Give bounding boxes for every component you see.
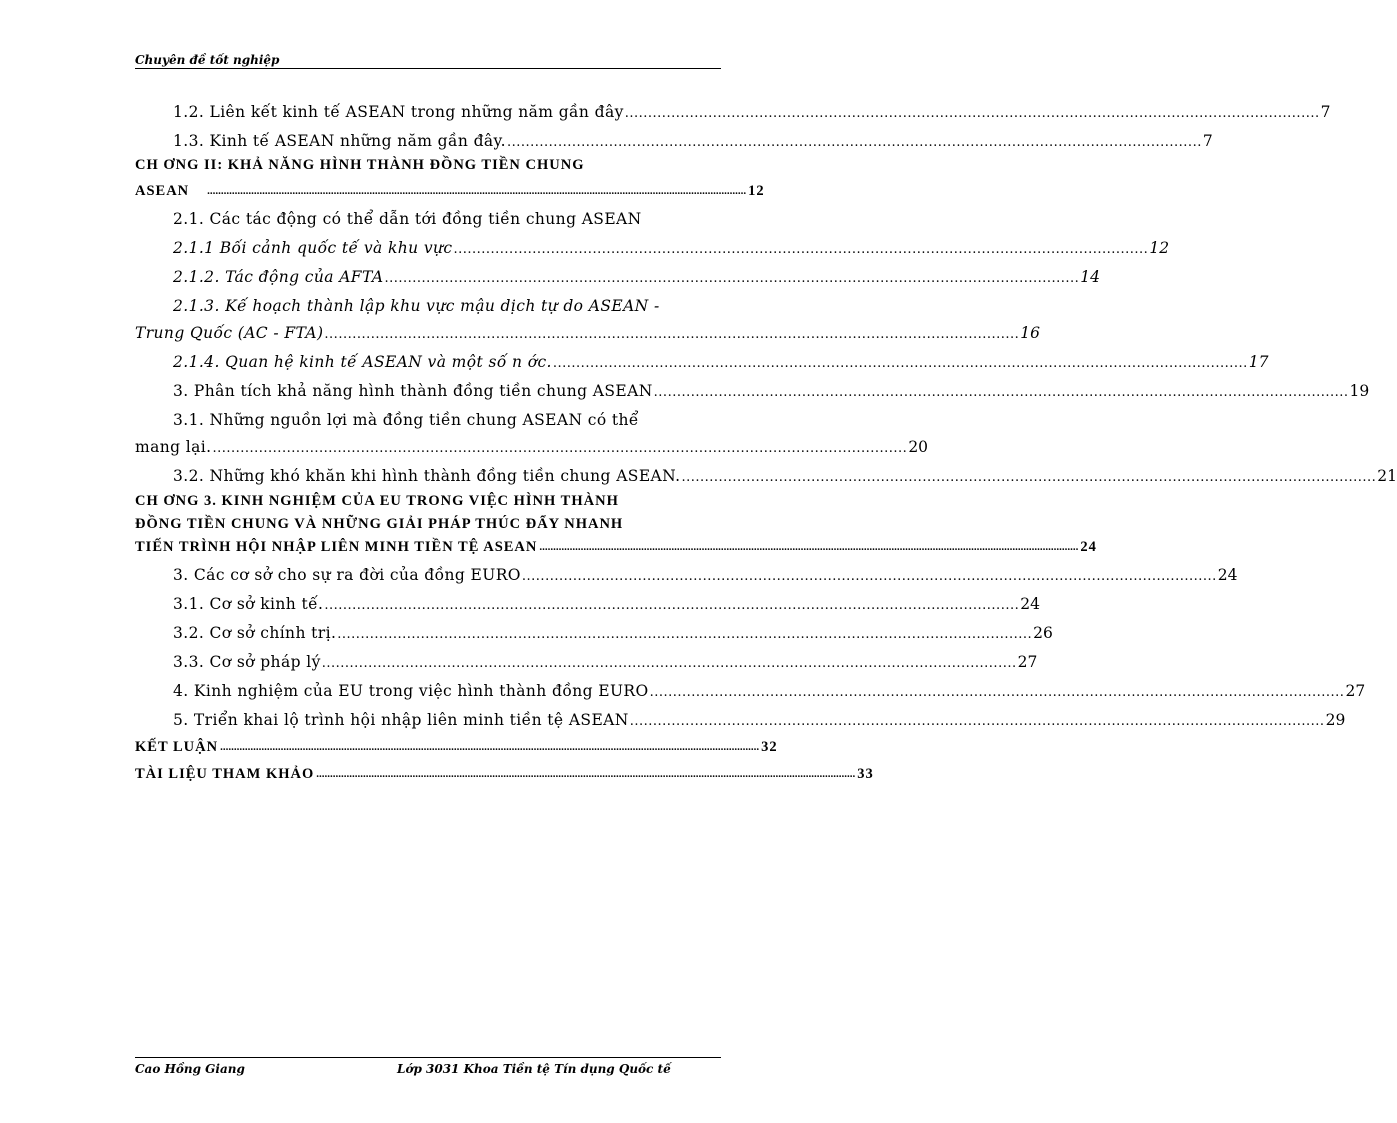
leader-dots: ...................................................................................................................................................... <box>653 385 1349 400</box>
toc-entry-continuation[interactable] <box>135 429 929 456</box>
leader-dots: ...................................................................................................................................................... <box>324 327 1020 342</box>
leader-dots: ...................................................................................................................................................... <box>321 656 1017 671</box>
toc-entry[interactable] <box>135 92 1331 121</box>
leader-dots: ...................................................................................................................................................... <box>681 470 1377 485</box>
toc-entry-text: 3.1. Những nguồn lợi mà đồng tiền chung ASEAN có thể <box>173 411 639 429</box>
toc-entry[interactable] <box>135 700 1346 729</box>
toc-entry-page: 19 <box>1349 382 1370 400</box>
toc-entry[interactable] <box>135 200 722 228</box>
leader-dots: ...................................................................................................................................................... <box>324 598 1020 613</box>
toc-entry-page: 24 <box>1080 539 1097 555</box>
toc-references[interactable] <box>135 766 874 783</box>
toc-entry-text: 2.1.2. Tác động của AFTA <box>173 268 384 286</box>
toc-chapter-2[interactable] <box>135 157 765 200</box>
leader-dots: ...................................................................................................................................................... <box>552 356 1248 371</box>
leader-dots: ...................................................................................................................................................... <box>453 242 1149 257</box>
leader-dots: .................................................................................................................................................................................................... <box>316 768 856 780</box>
leader-dots: .................................................................................................................................................................................................... <box>207 185 747 197</box>
toc-entry-text: 3.2. Những khó khăn khi hình thành đồng tiền chung ASEAN. <box>173 467 681 485</box>
toc-entry[interactable] <box>135 456 1397 485</box>
toc-entry-page: 24 <box>1217 566 1238 584</box>
toc-entry-page: 17 <box>1248 353 1269 371</box>
toc-conclusion[interactable] <box>135 739 778 756</box>
toc-entry-text: TÀI LIỆU THAM KHẢO <box>135 766 315 782</box>
header-title: Chuyên đề tốt nghiệp <box>135 53 280 67</box>
toc-entry[interactable] <box>135 642 1038 671</box>
toc-entry[interactable] <box>135 371 1370 400</box>
page-header <box>135 50 721 69</box>
toc-entry[interactable] <box>135 228 1170 257</box>
toc-entry-page: 16 <box>1020 324 1041 342</box>
page-footer <box>135 1057 721 1078</box>
toc-chapter-3[interactable] <box>135 493 1097 556</box>
toc-entry[interactable] <box>135 257 1101 286</box>
toc-entry-page: 21 <box>1377 467 1397 485</box>
toc-entry[interactable] <box>135 671 1366 700</box>
footer-class-info: Lớp 3031 Khoa Tiền tệ Tín dụng Quốc tế <box>397 1062 671 1076</box>
leader-dots: ...................................................................................................................................................... <box>212 441 908 456</box>
leader-dots: ...................................................................................................................................................... <box>384 271 1080 286</box>
toc-entry-continuation[interactable] <box>135 315 1041 342</box>
toc-entry[interactable] <box>135 613 1053 642</box>
chapter-title-line: TIẾN TRÌNH HỘI NHẬP LIÊN MINH TIỀN TỆ ASEAN <box>135 539 538 555</box>
toc-entry-page: 26 <box>1033 624 1053 642</box>
toc-entry-page: 12 <box>748 183 765 199</box>
toc-entry-text: 3.1. Cơ sở kinh tế. <box>173 595 324 613</box>
toc-entry-text: 3.2. Cơ sở chính trị. <box>173 624 337 642</box>
toc-entry-page: 12 <box>1149 239 1170 257</box>
toc-entry[interactable] <box>135 342 1269 371</box>
toc-entry-page: 20 <box>908 438 929 456</box>
leader-dots: ...................................................................................................................................................... <box>337 627 1033 642</box>
toc-entry-text: 1.3. Kinh tế ASEAN những năm gần đây. <box>173 132 506 150</box>
toc-entry-text: 1.2. Liên kết kinh tế ASEAN trong những năm gần đây <box>173 103 624 121</box>
toc-entry-page: 7 <box>1320 103 1331 121</box>
toc-entry-page: 33 <box>857 766 874 782</box>
toc-entry[interactable] <box>135 286 722 315</box>
leader-dots: ...................................................................................................................................................... <box>506 135 1202 150</box>
toc-entry-text: 2.1. Các tác động có thể dẫn tới đồng tiền chung ASEAN <box>173 210 642 228</box>
toc-entry-text: 3. Các cơ sở cho sự ra đời của đồng EURO <box>173 566 521 584</box>
leader-dots: .................................................................................................................................................................................................... <box>220 741 760 753</box>
toc-entry-page: 27 <box>1345 682 1366 700</box>
toc-entry-text: 2.1.1 Bối cảnh quốc tế và khu vực <box>173 239 453 257</box>
table-of-contents <box>135 92 1397 783</box>
toc-entry-text: 5. Triển khai lộ trình hội nhập liên minh tiền tệ ASEAN <box>173 711 629 729</box>
chapter-title-line: CH ƠNG II: KHẢ NĂNG HÌNH THÀNH ĐỒNG TIỀN CHUNG <box>135 157 585 173</box>
chapter-title-line: ASEAN <box>135 183 190 199</box>
toc-entry-text: 3.3. Cơ sở pháp lý <box>173 653 321 671</box>
toc-entry-text: 2.1.4. Quan hệ kinh tế ASEAN và một số n ớc. <box>173 353 552 371</box>
leader-dots: ...................................................................................................................................................... <box>521 569 1217 584</box>
toc-entry-text: mang lại. <box>135 438 212 456</box>
toc-entry-text: Trung Quốc (AC - FTA) <box>135 324 324 342</box>
toc-entry[interactable] <box>135 121 1213 150</box>
toc-entry-page: 32 <box>761 739 778 755</box>
toc-entry-page: 7 <box>1202 132 1213 150</box>
toc-entry-text: 4. Kinh nghiệm của EU trong việc hình thành đồng EURO <box>173 682 649 700</box>
toc-entry-text: 2.1.3. Kế hoạch thành lập khu vực mậu dịch tự do ASEAN - <box>173 297 660 315</box>
toc-entry-page: 27 <box>1017 653 1038 671</box>
toc-entry[interactable] <box>135 556 1238 584</box>
leader-dots: .................................................................................................................................................................................................... <box>539 541 1079 553</box>
toc-entry-text: 3. Phân tích khả năng hình thành đồng tiền chung ASEAN <box>173 382 653 400</box>
chapter-title-line: ĐỒNG TIỀN CHUNG VÀ NHỮNG GIẢI PHÁP THÚC ĐẨY NHANH <box>135 516 624 532</box>
toc-entry-page: 29 <box>1325 711 1346 729</box>
footer-author: Cao Hồng Giang <box>135 1062 245 1076</box>
leader-dots: ...................................................................................................................................................... <box>649 685 1345 700</box>
toc-entry-page: 14 <box>1080 268 1101 286</box>
toc-entry[interactable] <box>135 584 1040 613</box>
chapter-title-line: CH ƠNG 3. KINH NGHIỆM CỦA EU TRONG VIỆC HÌNH THÀNH <box>135 493 619 509</box>
toc-entry[interactable] <box>135 400 722 429</box>
toc-entry-page: 24 <box>1020 595 1040 613</box>
leader-dots: ...................................................................................................................................................... <box>629 714 1325 729</box>
leader-dots: ...................................................................................................................................................... <box>624 106 1320 121</box>
toc-entry-text: KẾT LUẬN <box>135 739 219 755</box>
